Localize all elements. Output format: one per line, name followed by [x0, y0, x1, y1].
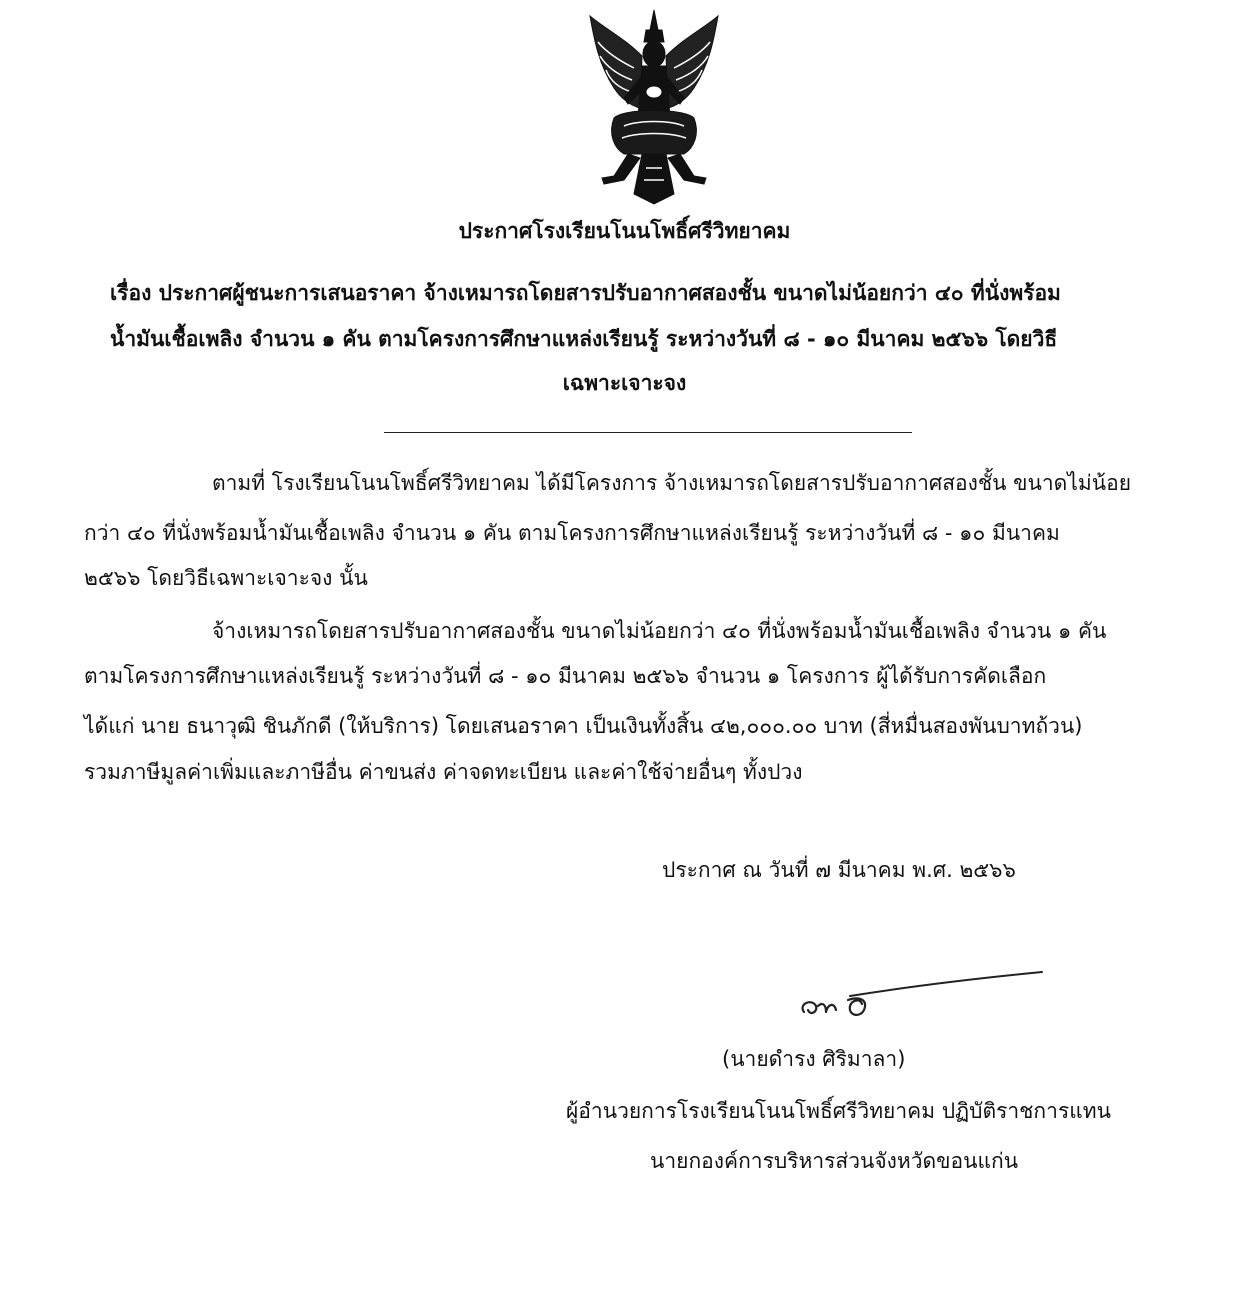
paragraph-line: ตามโครงการศึกษาแหล่งเรียนรู้ ระหว่างวันที่ ๘ - ๑๐ มีนาคม ๒๕๖๖ จำนวน ๑ โครงการ ผู้ได้รับการคัดเลือก — [84, 664, 1047, 688]
subject-line: เรื่อง ประกาศผู้ชนะการเสนอราคา จ้างเหมารถโดยสารปรับอากาศสองชั้น ขนาดไม่น้อยกว่า ๔๐ ที่นั่งพร้อม — [110, 281, 1061, 305]
announcement-title: ประกาศโรงเรียนโนนโพธิ์ศรีวิทยาคม — [458, 219, 791, 243]
divider — [384, 432, 912, 433]
paragraph-line: กว่า ๔๐ ที่นั่งพร้อมน้ำมันเชื้อเพลิง จำนวน ๑ คัน ตามโครงการศึกษาแหล่งเรียนรู้ ระหว่างวันที่ ๘ - ๑๐ มีนาคม — [84, 521, 1060, 545]
paragraph-line: ได้แก่ นาย ธนาวุฒิ ชินภักดี (ให้บริการ) โดยเสนอราคา เป็นเงินทั้งสิ้น ๔๒,๐๐๐.๐๐ บาท (สี่หมื่นสองพันบาทถ้วน) — [84, 714, 1083, 738]
subject-line: น้ำมันเชื้อเพลิง จำนวน ๑ คัน ตามโครงการศึกษาแหล่งเรียนรู้ ระหว่างวันที่ ๘ - ๑๐ มีนาคม ๒๕๖๖ โดยวิธี — [110, 327, 1058, 351]
subject-line: เฉพาะเจาะจง — [562, 371, 687, 395]
signatory-name: (นายดำรง ศิริมาลา) — [722, 1047, 906, 1071]
paragraph-line: ๒๕๖๖ โดยวิธีเฉพาะเจาะจง นั้น — [84, 566, 368, 590]
paragraph-line: จ้างเหมารถโดยสารปรับอากาศสองชั้น ขนาดไม่น้อยกว่า ๔๐ ที่นั่งพร้อมน้ำมันเชื้อเพลิง จำนวน ๑ คัน — [212, 619, 1107, 643]
signatory-position: นายกองค์การบริหารส่วนจังหวัดขอนแก่น — [650, 1149, 1019, 1173]
signature-icon — [790, 960, 1050, 1030]
signatory-position: ผู้อำนวยการโรงเรียนโนนโพธิ์ศรีวิทยาคม ปฏิบัติราชการแทน — [566, 1099, 1111, 1123]
paragraph-line: ตามที่ โรงเรียนโนนโพธิ์ศรีวิทยาคม ได้มีโครงการ จ้างเหมารถโดยสารปรับอากาศสองชั้น ขนาดไม่น้อย — [212, 471, 1131, 495]
announcement-date: ประกาศ ณ วันที่ ๗ มีนาคม พ.ศ. ๒๕๖๖ — [662, 858, 1016, 882]
garuda-emblem-icon — [584, 8, 724, 208]
paragraph-line: รวมภาษีมูลค่าเพิ่มและภาษีอื่น ค่าขนส่ง ค่าจดทะเบียน และค่าใช้จ่ายอื่นๆ ทั้งปวง — [84, 760, 803, 784]
